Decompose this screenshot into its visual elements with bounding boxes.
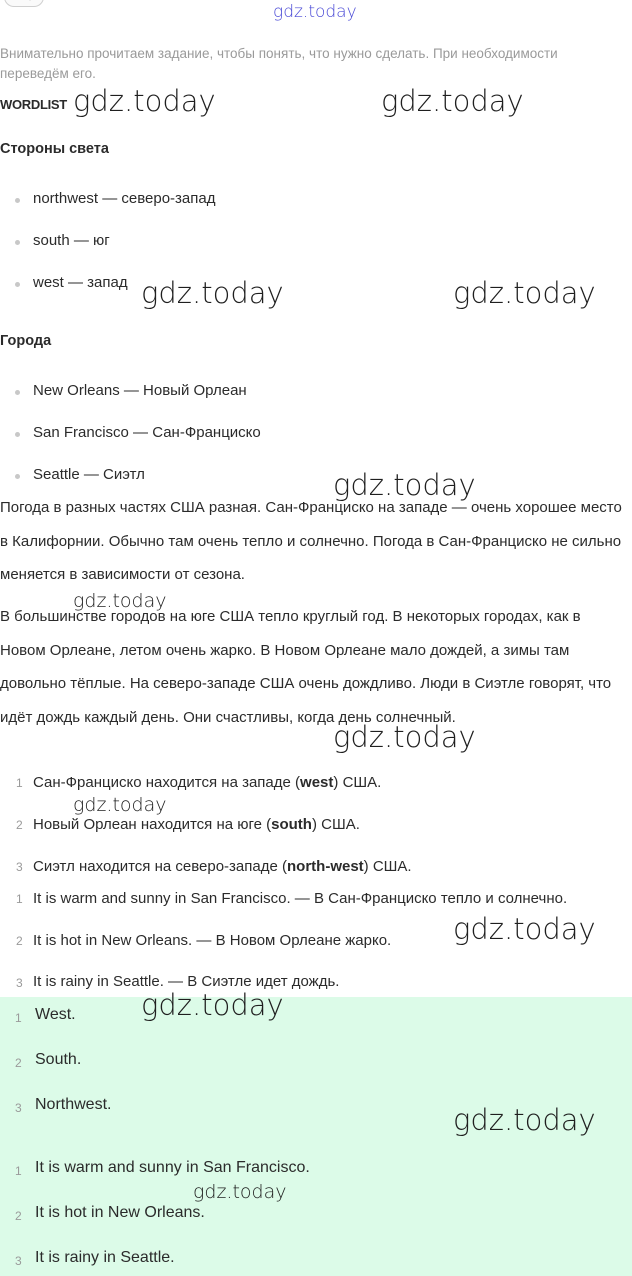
- bullet-dot: [15, 432, 20, 437]
- translation-line: It is rainy in Seattle. — В Сиэтле идет дождь.: [33, 973, 340, 990]
- watermark: gdz.today: [273, 2, 357, 22]
- watermark: gdz.today: [381, 84, 524, 118]
- fill-answer-line: [33, 816, 360, 833]
- wordlist-title: WORDLIST: [0, 97, 67, 112]
- answer-line: Northwest.: [35, 1096, 112, 1113]
- list-item: San Francisco — Сан-Франциско: [33, 424, 261, 441]
- watermark: gdz.today: [333, 468, 476, 502]
- answer-line: It is rainy in Seattle.: [35, 1249, 175, 1266]
- fill-answer-line: [33, 858, 412, 875]
- translation-line: It is warm and sunny in San Francisco. — В Сан-Франциско тепло и солнечно.: [33, 890, 568, 907]
- list-item: south — юг: [33, 232, 110, 249]
- bullet-dot: [15, 390, 20, 395]
- section-heading-cities: Города: [0, 333, 52, 349]
- item-number: 3: [15, 1254, 22, 1268]
- bullet-dot: [15, 282, 20, 287]
- intro-text: Внимательно прочитаем задание, чтобы понять, что нужно сделать. При необходимости переведём его.: [0, 46, 558, 81]
- fill-answer-text: Новый Орлеан находится на юге (: [33, 816, 272, 833]
- item-number: 1: [15, 1164, 22, 1178]
- item-number: 3: [15, 1101, 22, 1115]
- bullet-dot: [15, 474, 20, 479]
- watermark: gdz.today: [453, 912, 596, 946]
- text-paragraph-2: В большинстве городов на юге США тепло круглый год. В некоторых городах, как в Новом Орлеане, летом очень жарко. В Новом Орлеане мало дождей, а зимы там довольно тёплые. На северо-западе США очень дождливо. Люди в Сиэтле говорят, что идёт дождь каждый день. Они счастливы, когда день солнечный.: [0, 608, 612, 726]
- watermark: gdz.today: [453, 1103, 596, 1137]
- item-number: 1: [16, 776, 23, 790]
- translation-line: It is hot in New Orleans. — В Новом Орлеане жарко.: [33, 932, 392, 949]
- fill-answer-word: south: [271, 816, 312, 833]
- item-number: 3: [16, 860, 23, 874]
- list-item: west — запад: [33, 274, 128, 291]
- answer-line: It is warm and sunny in San Francisco.: [35, 1159, 310, 1176]
- watermark: gdz.today: [73, 590, 167, 612]
- fill-answer-text: Сан-Франциско находится на западе (: [33, 774, 301, 791]
- answer-line: It is hot in New Orleans.: [35, 1204, 205, 1221]
- watermark: gdz.today: [73, 794, 167, 816]
- watermark: gdz.today: [193, 1181, 287, 1203]
- item-number: 1: [16, 892, 23, 906]
- list-item: northwest — северо-запад: [33, 190, 216, 207]
- item-number: 2: [15, 1209, 22, 1223]
- watermark: gdz.today: [73, 84, 216, 118]
- top-tab: [4, 0, 44, 7]
- top-tab-label: [5, 0, 43, 4]
- watermark: gdz.today: [333, 720, 476, 754]
- watermark: gdz.today: [141, 988, 284, 1022]
- bullet-dot: [15, 240, 20, 245]
- fill-answer-text: Сиэтл находится на северо-западе (: [33, 858, 287, 875]
- answer-line: West.: [35, 1006, 76, 1023]
- watermark: gdz.today: [141, 276, 284, 310]
- answer-line: South.: [35, 1051, 82, 1068]
- list-item: Seattle — Сиэтл: [33, 466, 145, 483]
- watermark: gdz.today: [453, 276, 596, 310]
- fill-answer-text: ) США.: [311, 816, 360, 833]
- fill-answer-word: north-west: [287, 858, 364, 875]
- item-number: 2: [16, 934, 23, 948]
- item-number: 2: [16, 818, 23, 832]
- item-number: 1: [15, 1011, 22, 1025]
- fill-answer-text: ) США.: [333, 774, 382, 791]
- fill-answer-word: west: [300, 774, 334, 791]
- text-paragraph-1: Погода в разных частях США разная. Сан-Франциско на западе — очень хорошее место в Калифорнии. Обычно там очень тепло и солнечно. Погода в Сан-Франциско не сильно меняется в зависимости от сезона.: [0, 499, 622, 583]
- fill-answer-line: [33, 774, 381, 791]
- list-item: New Orleans — Новый Орлеан: [33, 382, 247, 399]
- fill-answer-text: ) США.: [363, 858, 412, 875]
- section-heading-directions: Стороны света: [0, 141, 109, 157]
- item-number: 3: [16, 976, 23, 990]
- bullet-dot: [15, 198, 20, 203]
- item-number: 2: [15, 1056, 22, 1070]
